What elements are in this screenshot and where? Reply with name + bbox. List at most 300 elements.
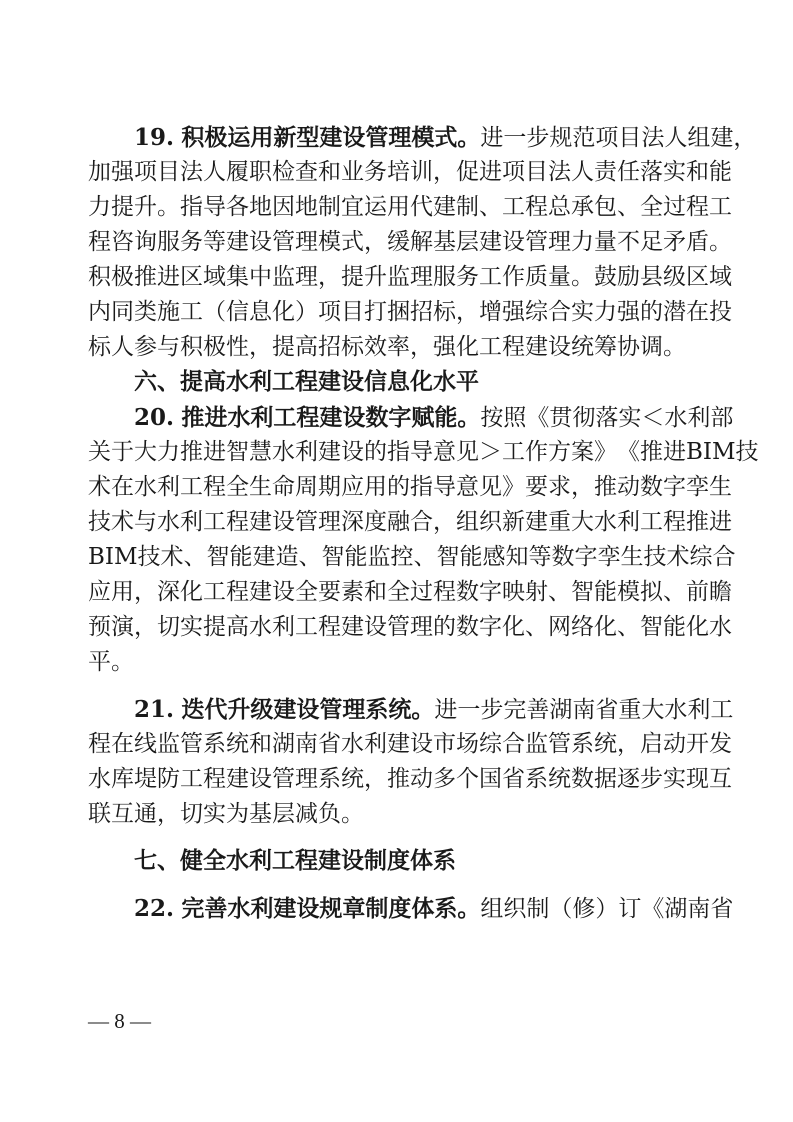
glyph: 积 [88, 264, 111, 290]
glyph: 、 [617, 614, 640, 640]
glyph: 服 [433, 264, 456, 290]
glyph: 合 [712, 544, 736, 570]
glyph: 要 [525, 474, 548, 500]
glyph: 大 [134, 439, 157, 465]
glyph: 见 [479, 474, 502, 500]
glyph: 导 [410, 439, 433, 465]
glyph: 能 [459, 544, 483, 570]
glyph: ， [134, 579, 157, 605]
paragraph-line [88, 295, 732, 330]
glyph: 工 [295, 614, 318, 640]
glyph: 力 [157, 439, 180, 465]
paragraph-line [88, 120, 757, 155]
glyph: 施 [157, 299, 180, 325]
glyph: 法 [548, 159, 571, 185]
glyph: 解 [410, 229, 433, 255]
paragraph-line [88, 155, 732, 190]
glyph: 启 [640, 731, 663, 757]
glyph: 作 [502, 264, 525, 290]
glyph: 化 [272, 299, 295, 325]
glyph: 数 [640, 474, 663, 500]
glyph: 落 [640, 159, 663, 185]
glyph: 检 [272, 159, 295, 185]
glyph: 数 [551, 544, 575, 570]
glyph: 堤 [134, 766, 157, 792]
glyph: 潜 [663, 299, 686, 325]
glyph: 切 [157, 614, 180, 640]
glyph: 力 [571, 229, 594, 255]
glyph: 术 [666, 544, 690, 570]
glyph: 、 [525, 614, 548, 640]
glyph: 动 [617, 474, 640, 500]
glyph: 控 [390, 544, 414, 570]
glyph: 工 [502, 439, 525, 465]
glyph: 指 [180, 194, 203, 220]
glyph: 指 [410, 474, 433, 500]
page-number: — 8 — [88, 1009, 151, 1033]
glyph: 实 [663, 766, 686, 792]
glyph: 工 [203, 579, 226, 605]
glyph: 管 [548, 731, 571, 757]
glyph: 管 [272, 766, 295, 792]
glyph: 生 [620, 544, 644, 570]
glyph: 集 [226, 264, 249, 290]
glyph: BIM [88, 544, 138, 570]
paragraph-21 [88, 692, 734, 832]
glyph: 升 [364, 264, 387, 290]
glyph: 利 [272, 614, 295, 640]
glyph: （ [203, 299, 226, 325]
glyph: 智 [640, 614, 663, 640]
glyph: 技 [643, 544, 667, 570]
glyph: 能 [709, 159, 732, 185]
glyph: BIM [686, 439, 736, 465]
section-heading: 七、健全水利工程建设制度体系 [134, 848, 456, 874]
glyph: 程 [226, 509, 249, 535]
glyph: 射 [525, 579, 548, 605]
glyph: 程 [203, 766, 226, 792]
glyph: 域 [709, 264, 732, 290]
glyph: 目 [157, 159, 180, 185]
glyph: 程 [525, 194, 548, 220]
glyph: 智 [226, 439, 249, 465]
glyph: 设 [272, 579, 295, 605]
glyph: 水 [341, 731, 364, 757]
glyph: 区 [686, 264, 709, 290]
glyph: 建 [525, 509, 548, 535]
glyph: 提 [111, 194, 134, 220]
paragraph-line [88, 435, 759, 470]
glyph: 统 [594, 731, 617, 757]
glyph: 于 [111, 439, 134, 465]
glyph: 设 [272, 509, 295, 535]
glyph: 监 [272, 264, 295, 290]
glyph: 鼓 [594, 264, 617, 290]
glyph: 打 [364, 299, 387, 325]
item-lead-title: 完善水利建设规章制度体系。 [181, 896, 481, 922]
paragraph-text: 按照《贯彻落实＜水利部 [480, 405, 734, 431]
glyph: 字 [663, 474, 686, 500]
glyph: 强 [502, 299, 525, 325]
glyph: 水 [157, 509, 180, 535]
glyph: 过 [663, 194, 686, 220]
glyph: 高 [226, 614, 249, 640]
glyph: 量 [548, 264, 571, 290]
glyph: 模 [617, 579, 640, 605]
glyph: 拟 [640, 579, 663, 605]
glyph: 织 [479, 509, 502, 535]
glyph: 进 [157, 264, 180, 290]
glyph: 导 [433, 474, 456, 500]
glyph: 周 [295, 474, 318, 500]
glyph: 类 [134, 299, 157, 325]
glyph: 程 [226, 579, 249, 605]
glyph: 建 [433, 194, 456, 220]
glyph: 捆 [387, 299, 410, 325]
glyph: 务 [456, 264, 479, 290]
paragraph-line: 联互通，切实为基层减负。 [88, 801, 364, 827]
glyph: 在 [686, 299, 709, 325]
paragraph-line [88, 505, 732, 540]
document-body [88, 120, 759, 926]
glyph: 发 [709, 731, 732, 757]
glyph: 进 [479, 159, 502, 185]
glyph: 合 [410, 509, 433, 535]
glyph: 理 [295, 264, 318, 290]
glyph: 大 [571, 509, 594, 535]
item-number: 21. [134, 696, 175, 723]
glyph: 承 [571, 194, 594, 220]
glyph: 水 [88, 766, 111, 792]
glyph: 职 [249, 159, 272, 185]
glyph: 。 [157, 194, 180, 220]
glyph: 见 [456, 439, 479, 465]
paragraph-line [88, 540, 736, 575]
item-lead-title: 积极运用新型建设管理模式。 [181, 125, 481, 151]
glyph: 县 [640, 264, 663, 290]
paragraph-first-line-wrap [134, 120, 756, 155]
glyph: 履 [226, 159, 249, 185]
glyph: 管 [295, 509, 318, 535]
glyph: 设 [502, 229, 525, 255]
glyph: 指 [387, 439, 410, 465]
glyph: 要 [318, 579, 341, 605]
glyph: 的 [364, 439, 387, 465]
glyph: 瞻 [709, 579, 732, 605]
glyph: 包 [594, 194, 617, 220]
glyph: 和 [249, 731, 272, 757]
glyph: 统 [341, 766, 364, 792]
glyph: 全 [295, 579, 318, 605]
glyph: 据 [594, 766, 617, 792]
glyph: 逐 [617, 766, 640, 792]
glyph: 制 [318, 194, 341, 220]
glyph: 设 [410, 731, 433, 757]
glyph: 与 [134, 509, 157, 535]
glyph: 模 [318, 229, 341, 255]
glyph: 过 [410, 579, 433, 605]
glyph: 项 [502, 159, 525, 185]
glyph: 强 [111, 159, 134, 185]
glyph: 设 [249, 229, 272, 255]
glyph: 查 [295, 159, 318, 185]
item-number: 19. [134, 124, 175, 151]
glyph: 人 [571, 159, 594, 185]
glyph: ， [134, 614, 157, 640]
glyph: 络 [571, 614, 594, 640]
glyph: 综 [689, 544, 713, 570]
glyph: ， [433, 509, 456, 535]
glyph: 推 [640, 439, 663, 465]
glyph: 程 [203, 474, 226, 500]
glyph: 数 [571, 766, 594, 792]
glyph: 缓 [387, 229, 410, 255]
glyph: 能 [229, 544, 253, 570]
glyph: 力 [88, 194, 111, 220]
glyph: 前 [686, 579, 709, 605]
glyph: 在 [111, 474, 134, 500]
glyph: 和 [318, 159, 341, 185]
glyph: 智 [571, 579, 594, 605]
glyph: 深 [341, 509, 364, 535]
glyph: 标 [433, 299, 456, 325]
glyph: 应 [341, 474, 364, 500]
glyph: 提 [341, 264, 364, 290]
item-lead-title: 推进水利工程建设数字赋能。 [181, 405, 481, 431]
glyph: 用 [387, 194, 410, 220]
paragraph-first-line-wrap [134, 400, 733, 435]
glyph: 网 [548, 614, 571, 640]
glyph: 慧 [249, 439, 272, 465]
glyph: 推 [134, 264, 157, 290]
paragraph-line [88, 260, 732, 295]
glyph: 务 [180, 229, 203, 255]
glyph: 用 [364, 474, 387, 500]
glyph: 国 [479, 766, 502, 792]
glyph: 工 [502, 194, 525, 220]
glyph: 推 [594, 474, 617, 500]
glyph: 防 [157, 766, 180, 792]
glyph: 推 [387, 766, 410, 792]
glyph: 深 [157, 579, 180, 605]
glyph: 工 [180, 299, 203, 325]
glyph: 化 [594, 614, 617, 640]
glyph: 人 [203, 159, 226, 185]
glyph: ， [433, 159, 456, 185]
glyph: 利 [157, 474, 180, 500]
glyph: 综 [479, 731, 502, 757]
glyph: 责 [594, 159, 617, 185]
glyph: 式 [341, 229, 364, 255]
glyph: 信 [226, 299, 249, 325]
glyph: 方 [548, 439, 571, 465]
glyph: 用 [111, 579, 134, 605]
glyph: 监 [157, 731, 180, 757]
glyph: 管 [272, 229, 295, 255]
glyph: 线 [134, 731, 157, 757]
glyph: 》 [594, 439, 617, 465]
glyph: 增 [479, 299, 502, 325]
glyph: 映 [502, 579, 525, 605]
glyph: 工 [203, 509, 226, 535]
glyph: 监 [387, 264, 410, 290]
glyph: 利 [180, 509, 203, 535]
glyph: 程 [88, 229, 111, 255]
glyph: 能 [663, 614, 686, 640]
glyph: 水 [709, 614, 732, 640]
glyph: 技 [88, 509, 111, 535]
glyph: 利 [617, 509, 640, 535]
glyph: 统 [548, 766, 571, 792]
glyph: 素 [341, 579, 364, 605]
glyph: 建 [249, 509, 272, 535]
glyph: 、 [479, 194, 502, 220]
paragraph-line [88, 727, 732, 762]
glyph: 代 [410, 194, 433, 220]
glyph: 、 [663, 579, 686, 605]
glyph: 息 [249, 299, 272, 325]
glyph: 不 [617, 229, 640, 255]
glyph: 质 [525, 264, 548, 290]
paragraph-line [88, 692, 734, 727]
glyph: 化 [180, 579, 203, 605]
glyph: ＞ [479, 439, 502, 465]
glyph: 设 [341, 439, 364, 465]
glyph: 南 [295, 731, 318, 757]
glyph: 数 [456, 614, 479, 640]
item-lead-title: 迭代升级建设管理系统。 [181, 697, 435, 723]
glyph: 运 [364, 194, 387, 220]
paragraph-first-line-wrap [134, 891, 733, 926]
glyph: 智 [206, 544, 230, 570]
glyph: 智 [321, 544, 345, 570]
paragraph-line [88, 190, 732, 225]
glyph: 作 [525, 439, 548, 465]
glyph: 进 [709, 509, 732, 535]
glyph: 务 [364, 159, 387, 185]
paragraph-line [88, 762, 732, 797]
glyph: 》 [502, 474, 525, 500]
glyph: 建 [341, 614, 364, 640]
glyph: 域 [203, 264, 226, 290]
glyph: 建 [318, 439, 341, 465]
glyph: 建 [226, 229, 249, 255]
glyph: 术 [160, 544, 184, 570]
glyph: 实 [571, 299, 594, 325]
glyph: 和 [686, 159, 709, 185]
paragraph-line [88, 610, 732, 645]
glyph: 管 [180, 731, 203, 757]
glyph: 现 [686, 766, 709, 792]
glyph: 知 [505, 544, 529, 570]
glyph: 省 [318, 731, 341, 757]
glyph: 建 [252, 544, 276, 570]
glyph: 地 [249, 194, 272, 220]
glyph: 期 [318, 474, 341, 500]
glyph: 理 [318, 509, 341, 535]
glyph: 统 [226, 731, 249, 757]
glyph: ， [364, 229, 387, 255]
glyph: 演 [111, 614, 134, 640]
glyph: 促 [456, 159, 479, 185]
glyph: 应 [88, 579, 111, 605]
glyph: 足 [640, 229, 663, 255]
glyph: 化 [502, 614, 525, 640]
glyph: 利 [364, 731, 387, 757]
glyph: 综 [525, 299, 548, 325]
glyph: 库 [111, 766, 134, 792]
glyph: 实 [663, 159, 686, 185]
glyph: 进 [203, 439, 226, 465]
glyph: 市 [433, 731, 456, 757]
glyph: 造 [275, 544, 299, 570]
glyph: 内 [88, 299, 111, 325]
paragraph-text: 组织制（修）订《湖南省 [480, 896, 734, 922]
glyph: 理 [410, 614, 433, 640]
paragraph-20 [88, 400, 759, 680]
glyph: 设 [249, 766, 272, 792]
glyph: 法 [180, 159, 203, 185]
glyph: 地 [295, 194, 318, 220]
glyph: 术 [88, 474, 111, 500]
glyph: 重 [548, 509, 571, 535]
glyph: 场 [456, 731, 479, 757]
glyph: 、 [183, 544, 207, 570]
glyph: 字 [479, 614, 502, 640]
glyph: 技 [137, 544, 161, 570]
glyph: 动 [663, 731, 686, 757]
glyph: 理 [410, 264, 433, 290]
glyph: 管 [387, 614, 410, 640]
glyph: 命 [272, 474, 295, 500]
glyph: 目 [525, 159, 548, 185]
glyph: 系 [571, 731, 594, 757]
glyph: 励 [617, 264, 640, 290]
glyph: 在 [111, 731, 134, 757]
glyph: 关 [88, 439, 111, 465]
glyph: 力 [594, 299, 617, 325]
glyph: 中 [249, 264, 272, 290]
glyph: 利 [295, 439, 318, 465]
glyph: 的 [640, 299, 663, 325]
glyph: 实 [180, 614, 203, 640]
glyph: 咨 [111, 229, 134, 255]
glyph: 级 [663, 264, 686, 290]
glyph: 水 [134, 474, 157, 500]
glyph: 互 [709, 766, 732, 792]
glyph: 全 [387, 579, 410, 605]
glyph: 招 [410, 299, 433, 325]
item-number: 22. [134, 895, 175, 922]
glyph: 程 [88, 731, 111, 757]
glyph: 湖 [272, 731, 295, 757]
glyph: 训 [410, 159, 433, 185]
glyph: 。 [709, 229, 732, 255]
glyph: 加 [88, 159, 111, 185]
glyph: 全 [226, 474, 249, 500]
glyph: 的 [387, 474, 410, 500]
glyph: 、 [548, 579, 571, 605]
glyph: 系 [318, 766, 341, 792]
glyph: 水 [249, 614, 272, 640]
glyph: 推 [180, 439, 203, 465]
glyph: 程 [433, 579, 456, 605]
glyph: 制 [456, 194, 479, 220]
glyph: ， [456, 299, 479, 325]
paragraph-first-line-wrap [134, 692, 733, 727]
glyph: 感 [482, 544, 506, 570]
paragraph-19 [88, 120, 757, 365]
